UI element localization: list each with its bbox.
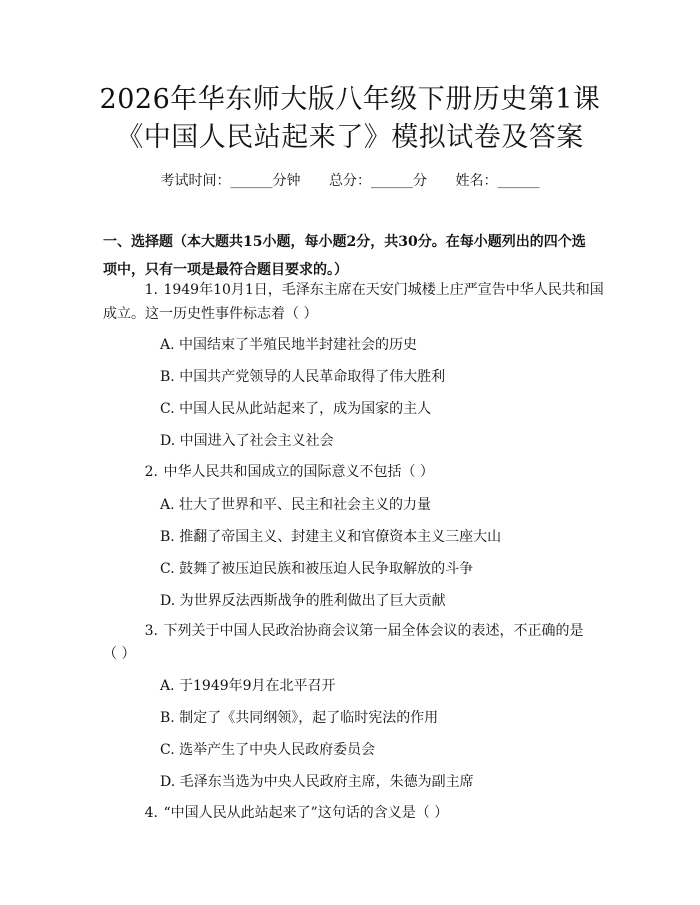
question-text: 1949年10月1日，毛泽东主席在天安门城楼上庄严宣告中华人民共和国 xyxy=(163,282,604,298)
exam-name: 姓名：______ xyxy=(455,173,540,189)
option-3a: A. 于1949年9月在北平召开 xyxy=(160,678,336,694)
question-number: 1. xyxy=(144,282,158,298)
question-1-continued: 成立。这一历史性事件标志着（ ） xyxy=(103,306,318,322)
exam-time: 考试时间：______分钟 xyxy=(160,173,301,189)
option-2d: D. 为世界反法西斯战争的胜利做出了巨大贡献 xyxy=(160,593,446,609)
question-3 xyxy=(103,621,583,641)
option-1c: C. 中国人民从此站起来了，成为国家的主人 xyxy=(160,401,432,417)
question-text: 中华人民共和国成立的国际意义不包括（ ） xyxy=(163,464,434,480)
option-3c: C. 选举产生了中央人民政府委员会 xyxy=(160,742,376,758)
title-line-1: 2026年华东师大版八年级下册历史第1课 xyxy=(99,84,601,115)
option-2c: C. 鼓舞了被压迫民族和被压迫人民争取解放的斗争 xyxy=(160,561,474,577)
title-line-2: 《中国人民站起来了》模拟试卷及答案 xyxy=(116,122,584,153)
option-1a: A. 中国结束了半殖民地半封建社会的历史 xyxy=(160,337,418,353)
question-number: 4. xyxy=(144,805,158,821)
exam-score: 总分：______分 xyxy=(329,173,427,189)
exam-info xyxy=(0,170,700,190)
option-2b: B. 推翻了帝国主义、封建主义和官僚资本主义三座大山 xyxy=(160,529,502,545)
option-2a: A. 壮大了世界和平、民主和社会主义的力量 xyxy=(160,497,432,513)
option-1d: D. 中国进入了社会主义社会 xyxy=(160,433,334,449)
question-2 xyxy=(103,462,434,482)
option-3b: B. 制定了《共同纲领》，起了临时宪法的作用 xyxy=(160,710,439,726)
question-1 xyxy=(103,280,604,300)
question-4 xyxy=(103,803,448,823)
section-heading-line-2: 项中，只有一项是最符合题目要求的。） xyxy=(103,262,348,278)
question-number: 2. xyxy=(144,464,158,480)
question-number: 3. xyxy=(144,623,158,639)
question-3-continued: （ ） xyxy=(103,646,136,662)
question-text: 下列关于中国人民政治协商会议第一届全体会议的表述，不正确的是 xyxy=(163,623,584,639)
option-1b: B. 中国共产党领导的人民革命取得了伟大胜利 xyxy=(160,369,446,385)
section-heading-line-1: 一、选择题（本大题共15小题，每小题2分，共30分。在每小题列出的四个选 xyxy=(103,234,586,250)
option-3d: D. 毛泽东当选为中央人民政府主席，朱德为副主席 xyxy=(160,774,474,790)
question-text: “中国人民从此站起来了”这句话的含义是（ ） xyxy=(163,805,449,821)
